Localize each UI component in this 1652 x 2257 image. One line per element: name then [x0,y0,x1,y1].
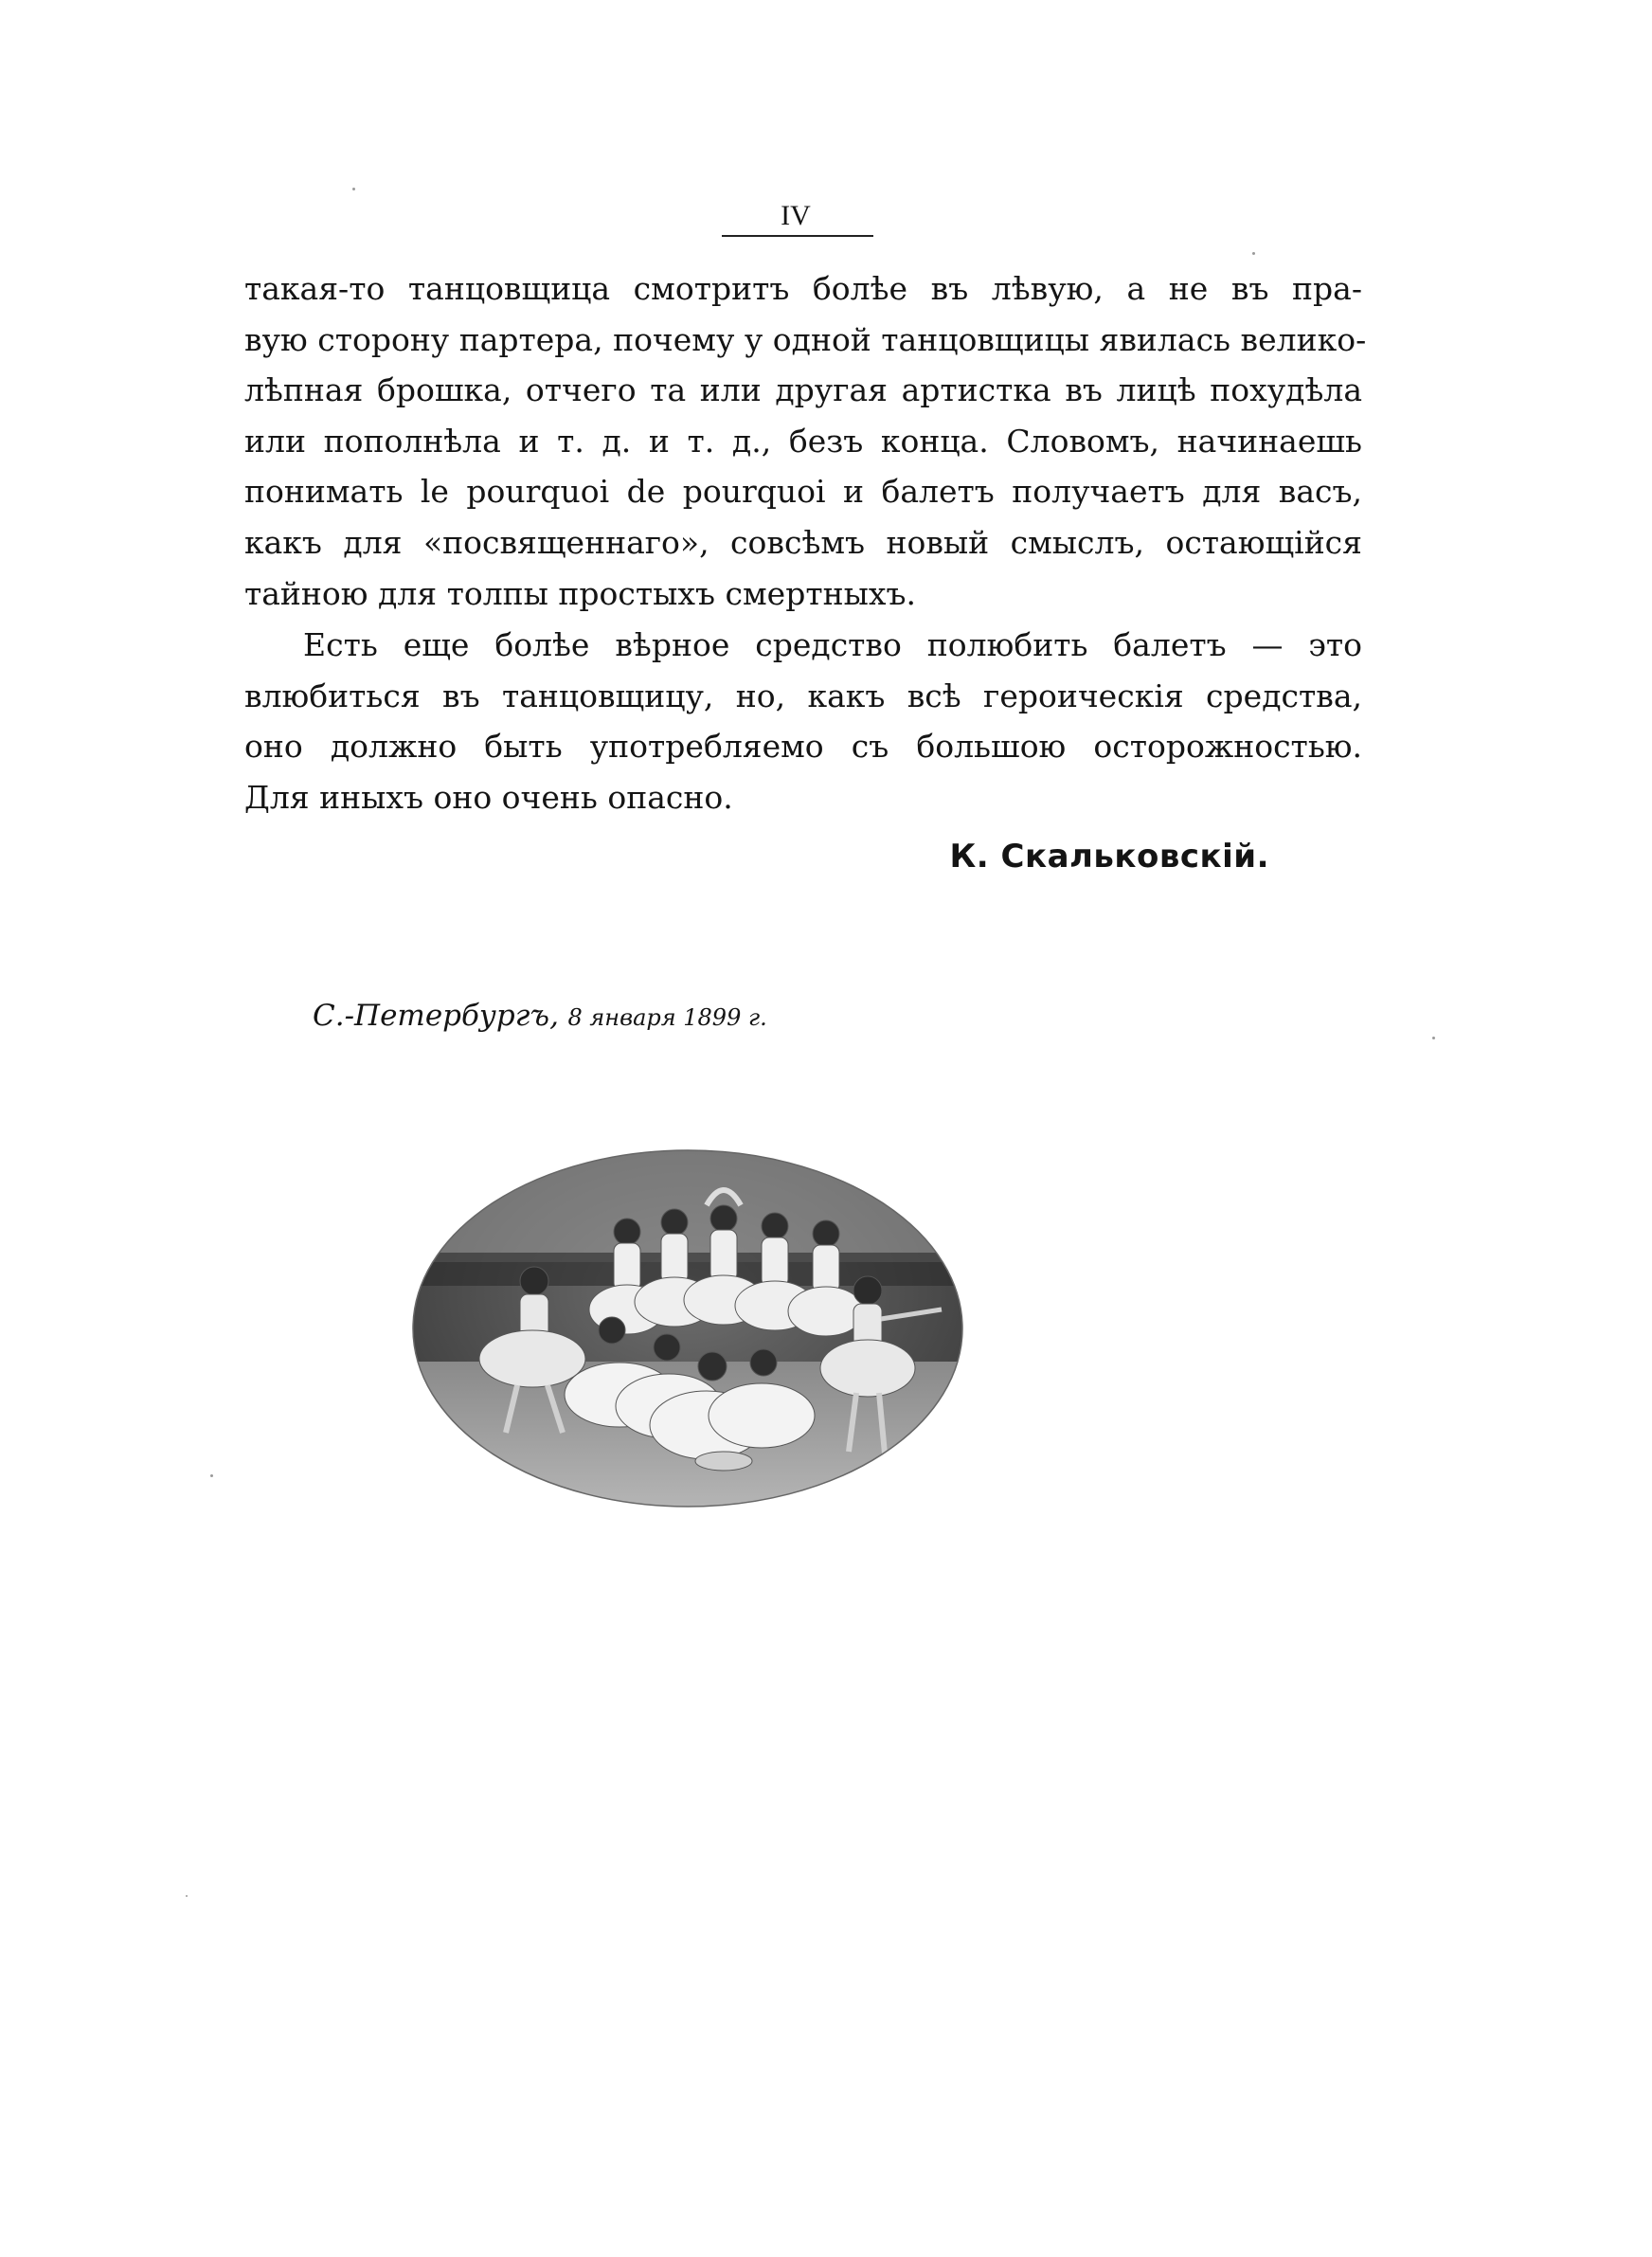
text-line: какъ для «посвященнаго», совсѣмъ новый смыслъ, остающійся [244,523,1362,561]
paper-speck [1252,252,1255,255]
dateline [313,997,767,1037]
text-line: понимать le pourquoi de pourquoi и балетъ получаетъ для васъ, [244,473,1362,511]
text-line: тайною для толпы простыхъ смертныхъ. [244,574,916,612]
text-line: или пополнѣла и т. д. и т. д., безъ конца. Словомъ, начинаешь [244,422,1362,460]
text-line: лѣпная брошка, отчего та или другая артистка въ лицѣ похудѣла [244,371,1362,409]
text-line: Есть еще болѣе вѣрное средство полюбить балетъ — это [303,626,1362,663]
oval-ballet-photograph-icon [411,1148,964,1508]
paragraph-1 [244,263,1367,619]
dateline-place: С.-Петербургъ, [313,999,559,1033]
author-signature: К. Скальковскій. [949,838,1269,876]
text-line: такая-то танцовщица смотритъ болѣе въ лѣвую, а не въ пра- [244,270,1362,307]
text-line: влюбиться въ танцовщицу, но, какъ всѣ героическія средства, [244,677,1362,714]
paper-speck [1432,1037,1435,1039]
page-number-rule [722,235,873,237]
text-line: вую сторону партера, почему у одной танцовщицы явилась велико- [244,320,1367,358]
paragraph-2 [244,620,1362,822]
page-number: IV [781,200,811,231]
dateline-date: 8 января 1899 г. [567,1004,767,1031]
paper-speck [210,1474,213,1477]
paper-speck [186,1895,188,1897]
paper-speck [352,188,355,190]
text-line: оно должно быть употребляемо съ большою осторожностью. [244,728,1362,766]
text-line: Для иныхъ оно очень опасно. [244,778,733,816]
